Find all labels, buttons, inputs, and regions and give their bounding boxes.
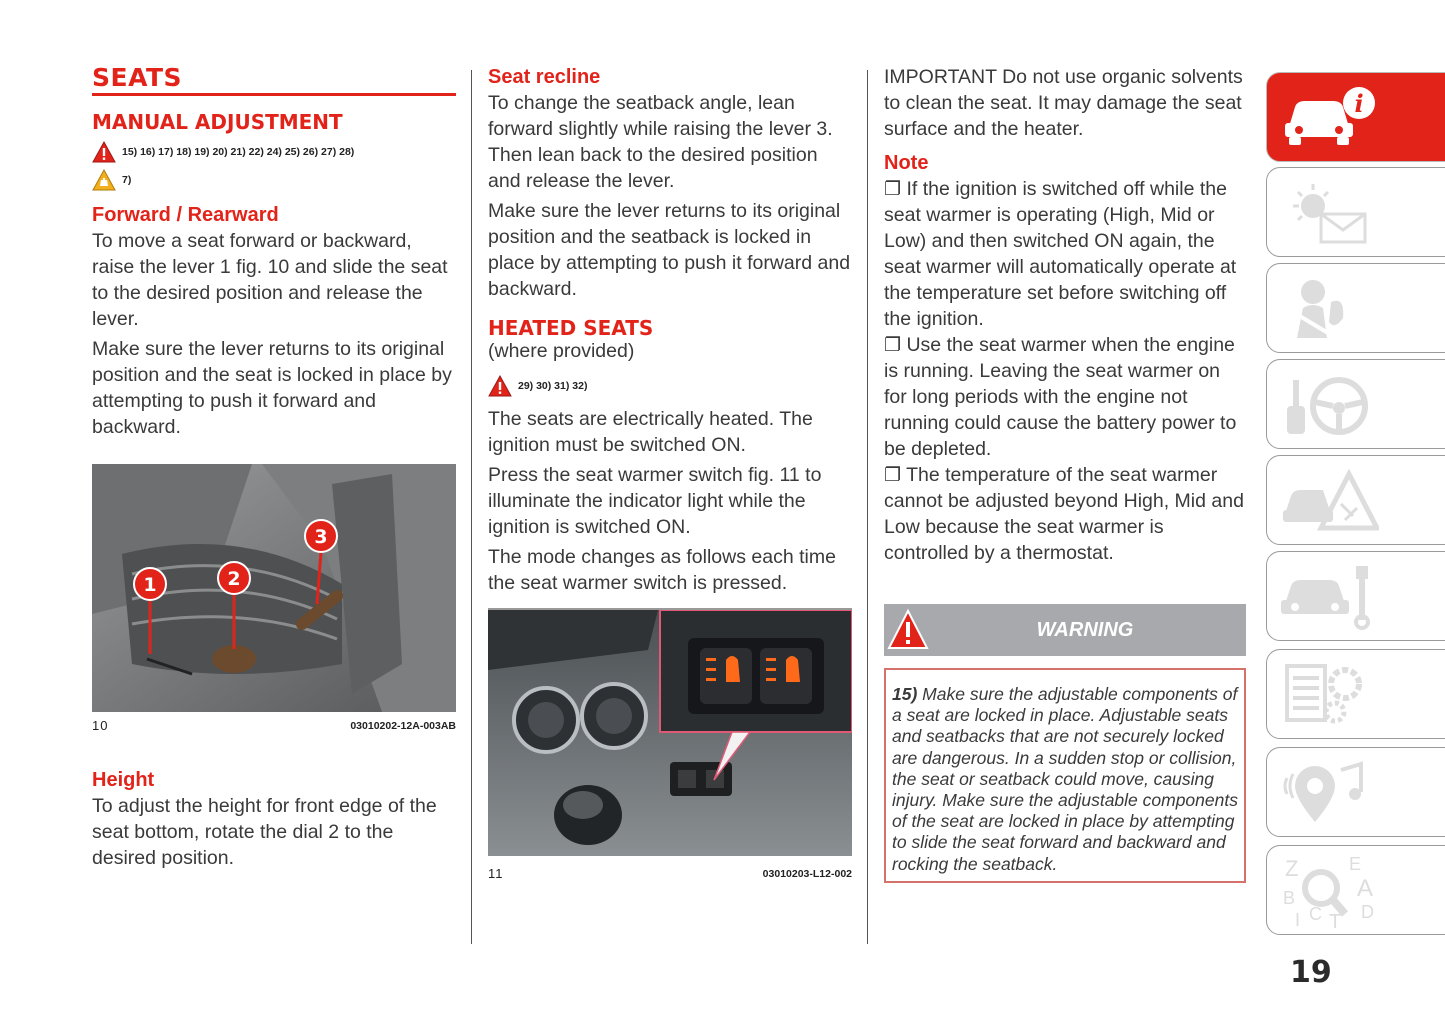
svg-text:i: i bbox=[1354, 89, 1364, 118]
checkbox-bullet-icon: ❐ bbox=[884, 464, 902, 486]
svg-text:A: A bbox=[1357, 875, 1374, 902]
warning-number: 15) bbox=[892, 684, 918, 704]
note-item-1: ❐ If the ignition is switched off while the seat warmer is operating (High, Mid or Low) and then switched ON again, the seat warmer will automatically operate at the temperature set before switching off the ignition. bbox=[884, 178, 1237, 330]
caution-hand-triangle-icon bbox=[92, 169, 116, 191]
danger-triangle-icon bbox=[92, 141, 116, 163]
tab-index[interactable] bbox=[1266, 845, 1445, 935]
svg-text:Z: Z bbox=[1285, 856, 1299, 881]
danger-triangle-icon bbox=[488, 375, 512, 397]
safety-airbag-icon bbox=[1279, 272, 1379, 342]
warning-body: Make sure the adjustable components of a seat are locked in place. Adjustable seats and seatbacks that are not securely locked are dangerous. In a sudden stop or collision, the seat or seatback could move, causing injury. Make sure the adjustable components of the seat are locked in place by attempting to slide the seat forward and backward and rocking the seatback. bbox=[892, 684, 1238, 874]
figure-11-caption bbox=[488, 866, 852, 881]
warning-light-message-icon bbox=[1279, 176, 1379, 246]
caution-refs bbox=[92, 168, 456, 192]
callout-1-label: 1 bbox=[143, 574, 157, 596]
forward-paragraph-1: To move a seat forward or backward, raise the lever 1 fig. 10 and slide the seat to the desired position and release the lever. bbox=[92, 230, 448, 330]
column-2 bbox=[488, 64, 852, 881]
page-number: 19 bbox=[1290, 955, 1332, 990]
svg-text:I: I bbox=[1295, 910, 1301, 930]
warning-label: WARNING bbox=[1036, 619, 1134, 641]
recline-paragraph-1: To change the seatback angle, lean forward slightly while raising the lever 3. Then lean back to the desired position and release the lever. bbox=[488, 92, 833, 192]
height-heading: Height bbox=[92, 769, 155, 791]
figure-11-console-photo bbox=[488, 608, 852, 856]
subsection-title: MANUAL ADJUSTMENT bbox=[92, 110, 343, 134]
heated-danger-refs bbox=[488, 374, 852, 398]
figure-number: 11 bbox=[488, 866, 504, 881]
warning-text bbox=[892, 684, 1238, 875]
recline-paragraph-2: Make sure the lever returns to its original position and the seatback is locked in place by attempting to push it forward and backward. bbox=[488, 200, 851, 300]
svg-text:B: B bbox=[1283, 888, 1296, 908]
checklist-gears-icon bbox=[1279, 658, 1379, 728]
tab-technical-data[interactable] bbox=[1266, 649, 1445, 739]
figure-number: 10 bbox=[92, 718, 109, 733]
heated-seats-title: HEATED SEATS bbox=[488, 316, 654, 340]
tab-multimedia[interactable] bbox=[1266, 747, 1445, 837]
column-divider bbox=[867, 70, 868, 944]
seat-warmer-switch-illustration bbox=[488, 610, 852, 856]
height-paragraph: To adjust the height for front edge of the seat bottom, rotate the dial 2 to the desired position. bbox=[92, 795, 437, 869]
note-item-2: ❐ Use the seat warmer when the engine is running. Leaving the seat warmer on for long periods with the engine not running could cause the battery power to be depleted. bbox=[884, 334, 1237, 460]
tab-maintenance[interactable] bbox=[1266, 551, 1445, 641]
note-item-3: ❐ The temperature of the seat warmer cannot be adjusted beyond High, Mid and Low because the seat warmer is controlled by a thermostat. bbox=[884, 464, 1244, 564]
title-rule bbox=[92, 93, 456, 96]
caution-refs-text: 7) bbox=[122, 174, 132, 186]
callout-3-label: 3 bbox=[314, 526, 328, 548]
figure-code: 03010202-12A-003AB bbox=[350, 719, 456, 732]
steering-wheel-key-icon bbox=[1279, 368, 1379, 438]
location-music-icon bbox=[1279, 756, 1379, 826]
car-info-icon bbox=[1279, 81, 1379, 151]
figure-10-seat-photo bbox=[92, 464, 456, 712]
car-wrench-icon bbox=[1279, 560, 1379, 630]
seat-recline-heading: Seat recline bbox=[488, 66, 601, 88]
tab-lights-messages[interactable] bbox=[1266, 167, 1445, 257]
column-3 bbox=[884, 64, 1246, 883]
alphabetical-index-icon bbox=[1279, 854, 1379, 930]
svg-text:C: C bbox=[1309, 904, 1322, 924]
note-heading: Note bbox=[884, 152, 929, 174]
section-title: SEATS bbox=[92, 63, 183, 92]
heated-refs-text: 29) 30) 31) 32) bbox=[518, 380, 588, 392]
heated-seats-subtitle: (where provided) bbox=[488, 340, 635, 362]
important-paragraph: IMPORTANT Do not use organic solvents to clean the seat. It may damage the seat surface and the heater. bbox=[884, 66, 1243, 140]
figure-10-caption bbox=[92, 718, 456, 733]
forward-paragraph-2: Make sure the lever returns to its original position and the seat is locked in place by attempting to push it forward and backward. bbox=[92, 338, 452, 438]
column-divider bbox=[471, 70, 472, 944]
tab-safety[interactable] bbox=[1266, 263, 1445, 353]
checkbox-bullet-icon: ❐ bbox=[884, 178, 902, 200]
forward-rearward-heading: Forward / Rearward bbox=[92, 204, 279, 226]
warning-header-bar bbox=[884, 604, 1246, 656]
svg-text:D: D bbox=[1361, 902, 1374, 922]
svg-text:T: T bbox=[1329, 911, 1342, 930]
heated-paragraph-2: Press the seat warmer switch fig. 11 to illuminate the indicator light while the ignition is switched ON. bbox=[488, 464, 822, 538]
tab-emergency[interactable] bbox=[1266, 455, 1445, 545]
heated-paragraph-1: The seats are electrically heated. The ignition must be switched ON. bbox=[488, 408, 813, 456]
figure-code: 03010203-L12-002 bbox=[762, 867, 852, 880]
warning-box bbox=[884, 668, 1246, 883]
car-crash-triangle-icon bbox=[1279, 464, 1379, 534]
seat-adjust-illustration bbox=[92, 464, 456, 712]
tab-starting-driving[interactable] bbox=[1266, 359, 1445, 449]
checkbox-bullet-icon: ❐ bbox=[884, 334, 902, 356]
danger-refs bbox=[92, 140, 456, 164]
svg-text:E: E bbox=[1349, 854, 1362, 874]
column-1 bbox=[92, 64, 456, 875]
callout-2-label: 2 bbox=[227, 568, 241, 590]
tab-knowing-your-vehicle[interactable] bbox=[1266, 72, 1445, 162]
danger-refs-text: 15) 16) 17) 18) 19) 20) 21) 22) 24) 25) 26) 27) 28) bbox=[122, 146, 355, 158]
heated-paragraph-3: The mode changes as follows each time the seat warmer switch is pressed. bbox=[488, 546, 836, 594]
